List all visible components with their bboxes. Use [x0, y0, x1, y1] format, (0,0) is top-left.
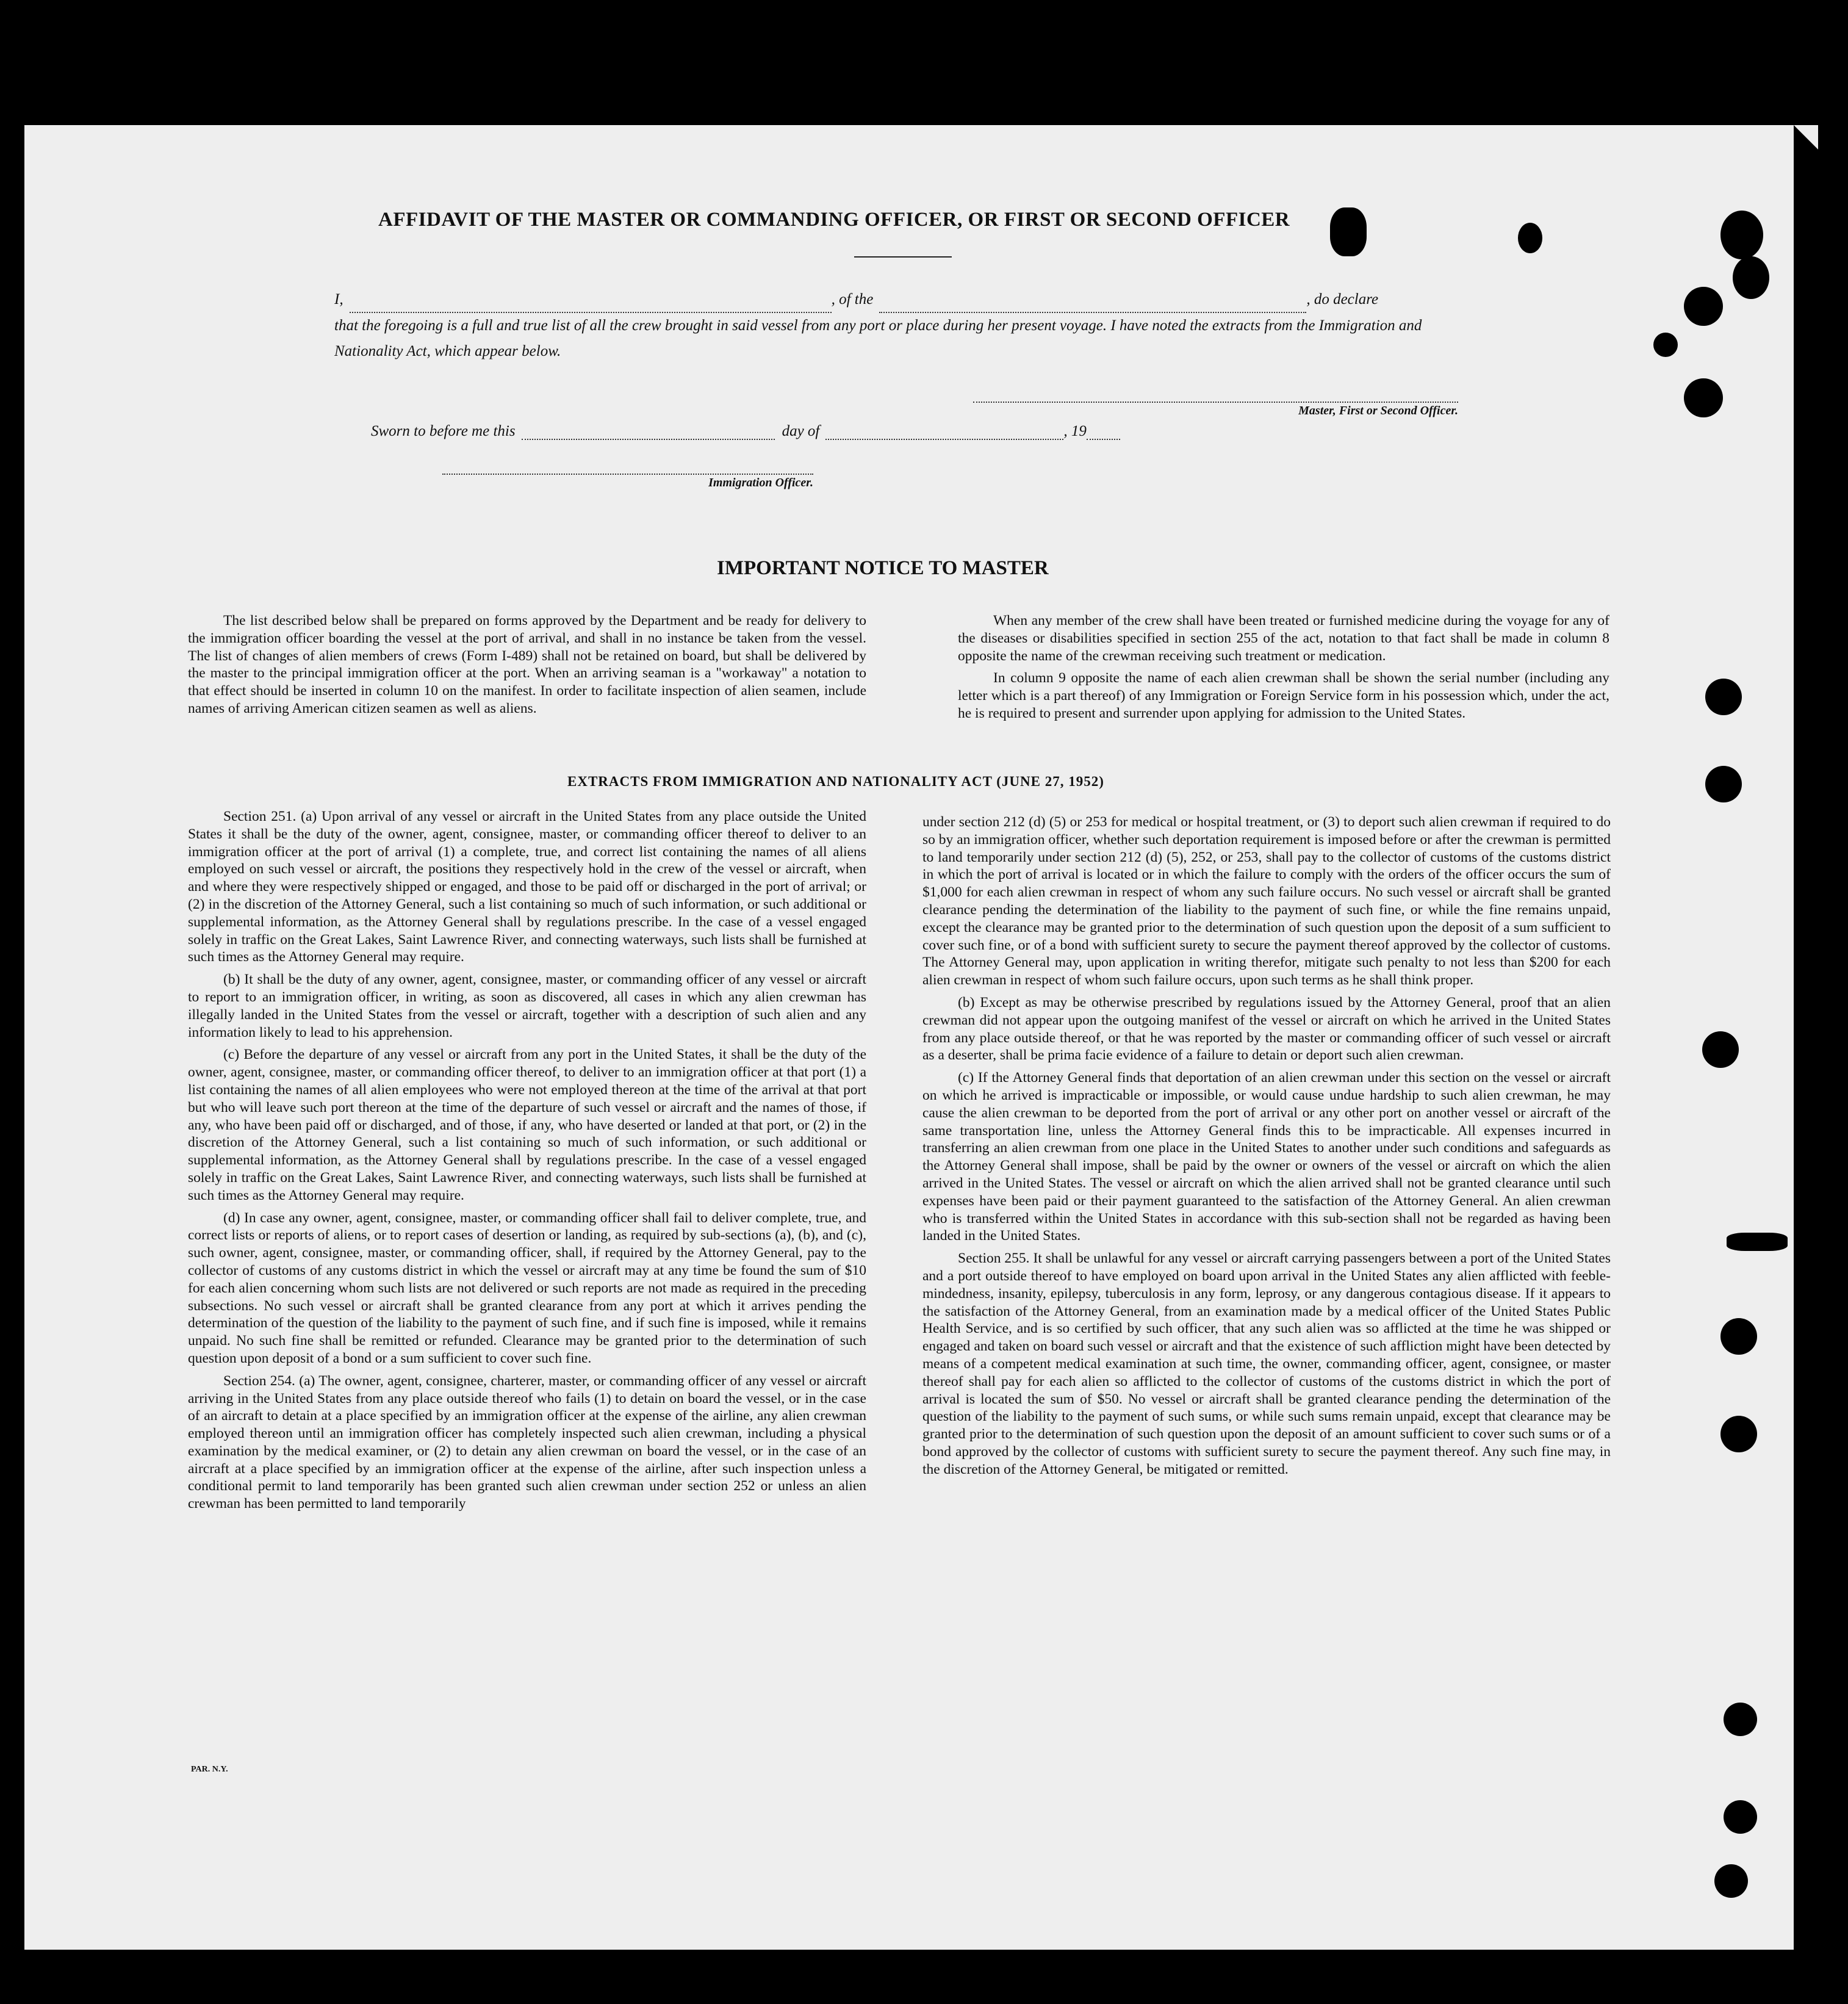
- section-254-a-continued: under section 212 (d) (5) or 253 for medical or hospital treatment, or (3) to deport such alien crewman if required to do so by an immigration officer, whether such deportation requirement is imposed before or after the crewman is permitted to land temporarily under section 212 (d) (5), 252, or 253, shall pay to the collector of customs of the customs district in which the port of arrival is located or in which the failure to comply with the orders of the officer occurs the sum of $1,000 for each alien crewman in respect of whom any such failure occurs. No such vessel or aircraft shall be granted clearance pending the determination of the liability to the payment of such fine, or while the fine remains unpaid, except the clearance may be granted prior to the determination of such question upon the deposit of a sum sufficient to cover such fine, or of a bond with sufficient surety to secure the payment thereof approved by the collector of customs. The Attorney General may, upon application in writing therefor, mitigate such penalty to not less than $200 for each alien crewman in respect of whom such failure occurs, upon such terms as he shall think proper.: [922, 814, 1611, 989]
- immigration-officer-line[interactable]: [442, 474, 813, 490]
- ink-blot: [1727, 1233, 1788, 1251]
- punch-hole: [1724, 1800, 1757, 1834]
- punch-hole: [1684, 378, 1723, 417]
- section-255: Section 255. It shall be unlawful for any vessel or aircraft carrying passengers between a port of the United States and a port outside thereof to have employed on board upon arrival in the United States any alien afflicted with feeble-mindedness, insanity, epilepsy, tuberculosis in any form, leprosy, or any dangerous contagious disease. If it appears to the satisfaction of the Attorney General, from an examination made by a medical officer of the United States Public Health Service, and is so certified by such officer, that any such alien was so afflicted at the time he was shipped or engaged and taken on board such vessel or aircraft and that the existence of such affliction might have been detected by means of a competent medical examination at such time, the owner, commanding officer, agent, consignee, or master thereof shall pay for each alien so afflicted to the collector of customs of the customs district in which the port of arrival is located the sum of $50. No vessel or aircraft shall be granted clearance pending the determination of the question of the liability to the payment of such sums, or while such sums remain unpaid, except that clearance may be granted prior to the determination of such question upon the deposit of an amount sufficient to cover such sums or of a bond approved by the collector of customs with sufficient surety to secure the payment thereof. Any such fine may, in the discretion of the Attorney General, be mitigated or remitted.: [922, 1250, 1611, 1477]
- notice-right-paragraph-1: When any member of the crew shall have been treated or furnished medicine during the voyage for any of the diseases or disabilities specified in section 255 of the act, notation to that fact shall be made in column 8 opposite the name of the crewman receiving such treatment or medication.: [958, 613, 1609, 664]
- declaration-fill-row: [334, 286, 1463, 313]
- section-254-b: (b) Except as may be otherwise prescribed by regulations issued by the Attorney General, proof that an alien crewman did not appear upon the outgoing manifest of the vessel or aircraft on which he arrived in the United States from any place outside thereof, or that he was reported by the master or commanding officer of such vessel or aircraft as a deserter, shall be prima facie evidence of a failure to detain or deport such alien crewman.: [922, 994, 1611, 1064]
- master-signature-label: Master, First or Second Officer.: [1298, 404, 1458, 417]
- extracts-left-column: [188, 808, 866, 1518]
- sworn-row: [371, 423, 1120, 440]
- notice-right-column: [958, 612, 1609, 727]
- notice-left-paragraph: The list described below shall be prepared on forms approved by the Department and be ready for delivery to the immigration officer boarding the vessel at the port of arrival, and shall in no instance be taken from the vessel. The list of changes of alien members of crews (Form I-489) shall not be retained on board, but shall be delivered by the master to the principal immigration officer at the port. When an arriving seaman is a "workaway" a notation to that effect should be inserted in column 10 on the manifest. In order to facilitate inspection of alien seamen, include names of arriving American citizen seamen as well as aliens.: [188, 613, 866, 716]
- punch-hole: [1684, 287, 1723, 326]
- notice-title: IMPORTANT NOTICE TO MASTER: [717, 557, 1049, 579]
- sworn-year-field[interactable]: [1087, 439, 1120, 440]
- sworn-day-field[interactable]: [522, 439, 775, 440]
- sworn-label: Sworn to before me this: [371, 423, 516, 439]
- extracts-right-column: [922, 813, 1611, 1483]
- year-label: , 19: [1063, 423, 1087, 439]
- punch-hole: [1720, 1416, 1757, 1452]
- punch-hole: [1705, 766, 1742, 802]
- do-declare-label: , do declare: [1306, 291, 1379, 308]
- day-of-label: day of: [782, 423, 820, 439]
- extracts-title: EXTRACTS FROM IMMIGRATION AND NATIONALITY ACT (JUNE 27, 1952): [567, 774, 1104, 789]
- punch-hole: [1714, 1864, 1748, 1898]
- notice-right-paragraph-2: In column 9 opposite the name of each alien crewman shall be shown the serial number (including any letter which is a part thereof) of any Immigration or Foreign Service form in his possession which, under the act, he is required to present and surrender upon applying for admission to the United States.: [958, 670, 1609, 721]
- section-251-b: (b) It shall be the duty of any owner, agent, consignee, master, or commanding officer of any vessel or aircraft to report to an immigration officer, in writing, as soon as discovered, all cases in which any alien crewman has illegally landed in the United States from the vessel or aircraft, together with a description of such alien and any information likely to lead to his apprehension.: [188, 971, 866, 1040]
- punch-hole: [1702, 1031, 1739, 1068]
- printer-mark: PAR. N.Y.: [191, 1765, 228, 1774]
- section-254-a: Section 254. (a) The owner, agent, consignee, charterer, master, or commanding officer of any vessel or aircraft arriving in the United States from any place outside thereof who fails (1) to detain on board the vessel, or in the case of an aircraft to detain at a place specified by an immigration officer at the expense of the airline, any alien crewman employed thereon until an immigration officer has completely inspected such alien crewman, including a physical examination by the medical examiner, or (2) to detain any alien crewman on board the vessel, or in the case of an aircraft at a place specified by an immigration officer at the expense of the airline, after such inspection unless a conditional permit to land temporarily has been granted such alien crewman under section 252 or unless an alien crewman has been permitted to land temporarily: [188, 1372, 866, 1512]
- section-251-c: (c) Before the departure of any vessel or aircraft from any port in the United States, it shall be the duty of the owner, agent, consignee, master, or commanding officer thereof, to deliver to an immigration officer at that port (1) a list containing the names of all alien employees who were not employed thereon at the time of the arrival at that port but who will leave such port thereon at the time of the departure of such vessel or aircraft and the names of those, if any, who have been paid off or discharged, and of those, if any, who have deserted or landed at that port, or (2) in the discretion of the Attorney General, such a list containing so much of such information, or such additional or supplemental information, as the Attorney General shall by regulations prescribe. In the case of a vessel engaged solely in traffic on the Great Lakes, Saint Lawrence River, and connecting waterways, such lists shall be furnished at such times as the Attorney General may require.: [188, 1047, 866, 1203]
- ink-blot: [1653, 333, 1678, 357]
- punch-hole: [1724, 1703, 1757, 1736]
- sworn-month-field[interactable]: [825, 439, 1063, 440]
- ink-blot: [1518, 223, 1542, 253]
- section-251-a: Section 251. (a) Upon arrival of any vessel or aircraft in the United States from any place outside the United States it shall be the duty of the owner, agent, consignee, master, or commanding officer thereof to deliver to an immigration officer at the port of arrival (1) a complete, true, and correct list containing the names of all aliens employed on such vessel or aircraft, the positions they respectively hold in the crew of the vessel or aircraft, when and where they were respectively shipped or engaged, and those to be paid off or discharged in the port of arrival; or (2) in the discretion of the Attorney General, such a list containing so much of such information, or such additional or supplemental information, as the Attorney General shall by regulations prescribe. In the case of a vessel engaged solely in traffic on the Great Lakes, Saint Lawrence River, and connecting waterways, such lists shall be furnished at such times as the Attorney General may require.: [188, 809, 866, 965]
- punch-hole: [1720, 211, 1763, 259]
- master-signature-line[interactable]: [973, 402, 1458, 418]
- punch-hole: [1705, 679, 1742, 715]
- title-underline: [854, 256, 952, 258]
- section-254-c: (c) If the Attorney General finds that deportation of an alien crewman under this section on the vessel or aircraft on which he arrived is impracticable or impossible, or would cause undue hardship to such alien crewman, he may cause the alien crewman to be deported from the port of arrival or any other port on another vessel or aircraft of the same transportation line, unless the Attorney General finds this to be impracticable. All expenses incurred in transferring an alien crewman from one place in the United States to another under such conditions and safeguards as the Attorney General shall impose, shall be paid by the owner or owners of the vessel or aircraft on which the alien arrived in the United States. The vessel or aircraft on which the alien arrived shall not be granted clearance until such expenses have been paid or their payment guaranteed to the satisfaction of the Attorney General. An alien crewman who is transferred within the United States in accordance with this sub-section shall not be regarded as having been landed in the United States.: [922, 1070, 1611, 1244]
- i-label: I,: [334, 291, 343, 308]
- declaration-block: [334, 286, 1463, 364]
- punch-hole: [1720, 1318, 1757, 1355]
- notice-left-column: [188, 612, 866, 723]
- section-251-d: (d) In case any owner, agent, consignee, master, or commanding officer shall fail to deliver complete, true, and correct lists or reports of aliens, or to report cases of desertion or landing, as required by sub-sections (a), (b), and (c), such owner, agent, consignee, master, or commanding officer, shall, if required by the Attorney General, pay to the collector of customs of any customs district in which the vessel or aircraft may at any time be found the sum of $10 for each alien concerning whom such lists are not delivered or such reports are not made as required in the preceding subsections. No such vessel or aircraft shall be granted clearance from any port at which it arrives pending the determination of the question of the liability to the payment of such fine, and if such fine is imposed, while it remains unpaid. No such fine shall be remitted or refunded. Clearance may be granted prior to the determination of such question upon deposit of a bond or a sum sufficient to cover such fine.: [188, 1209, 866, 1366]
- of-the-label: , of the: [831, 291, 874, 308]
- immigration-officer-label: Immigration Officer.: [708, 476, 813, 489]
- declaration-text: that the foregoing is a full and true list of all the crew brought in said vessel from any port or place during her present voyage. I have noted the extracts from the Immigration and Nationality Act, which appear below.: [334, 317, 1422, 359]
- affidavit-title: AFFIDAVIT OF THE MASTER OR COMMANDING OFFICER, OR FIRST OR SECOND OFFICER: [378, 209, 1290, 231]
- ink-blot: [1733, 256, 1769, 299]
